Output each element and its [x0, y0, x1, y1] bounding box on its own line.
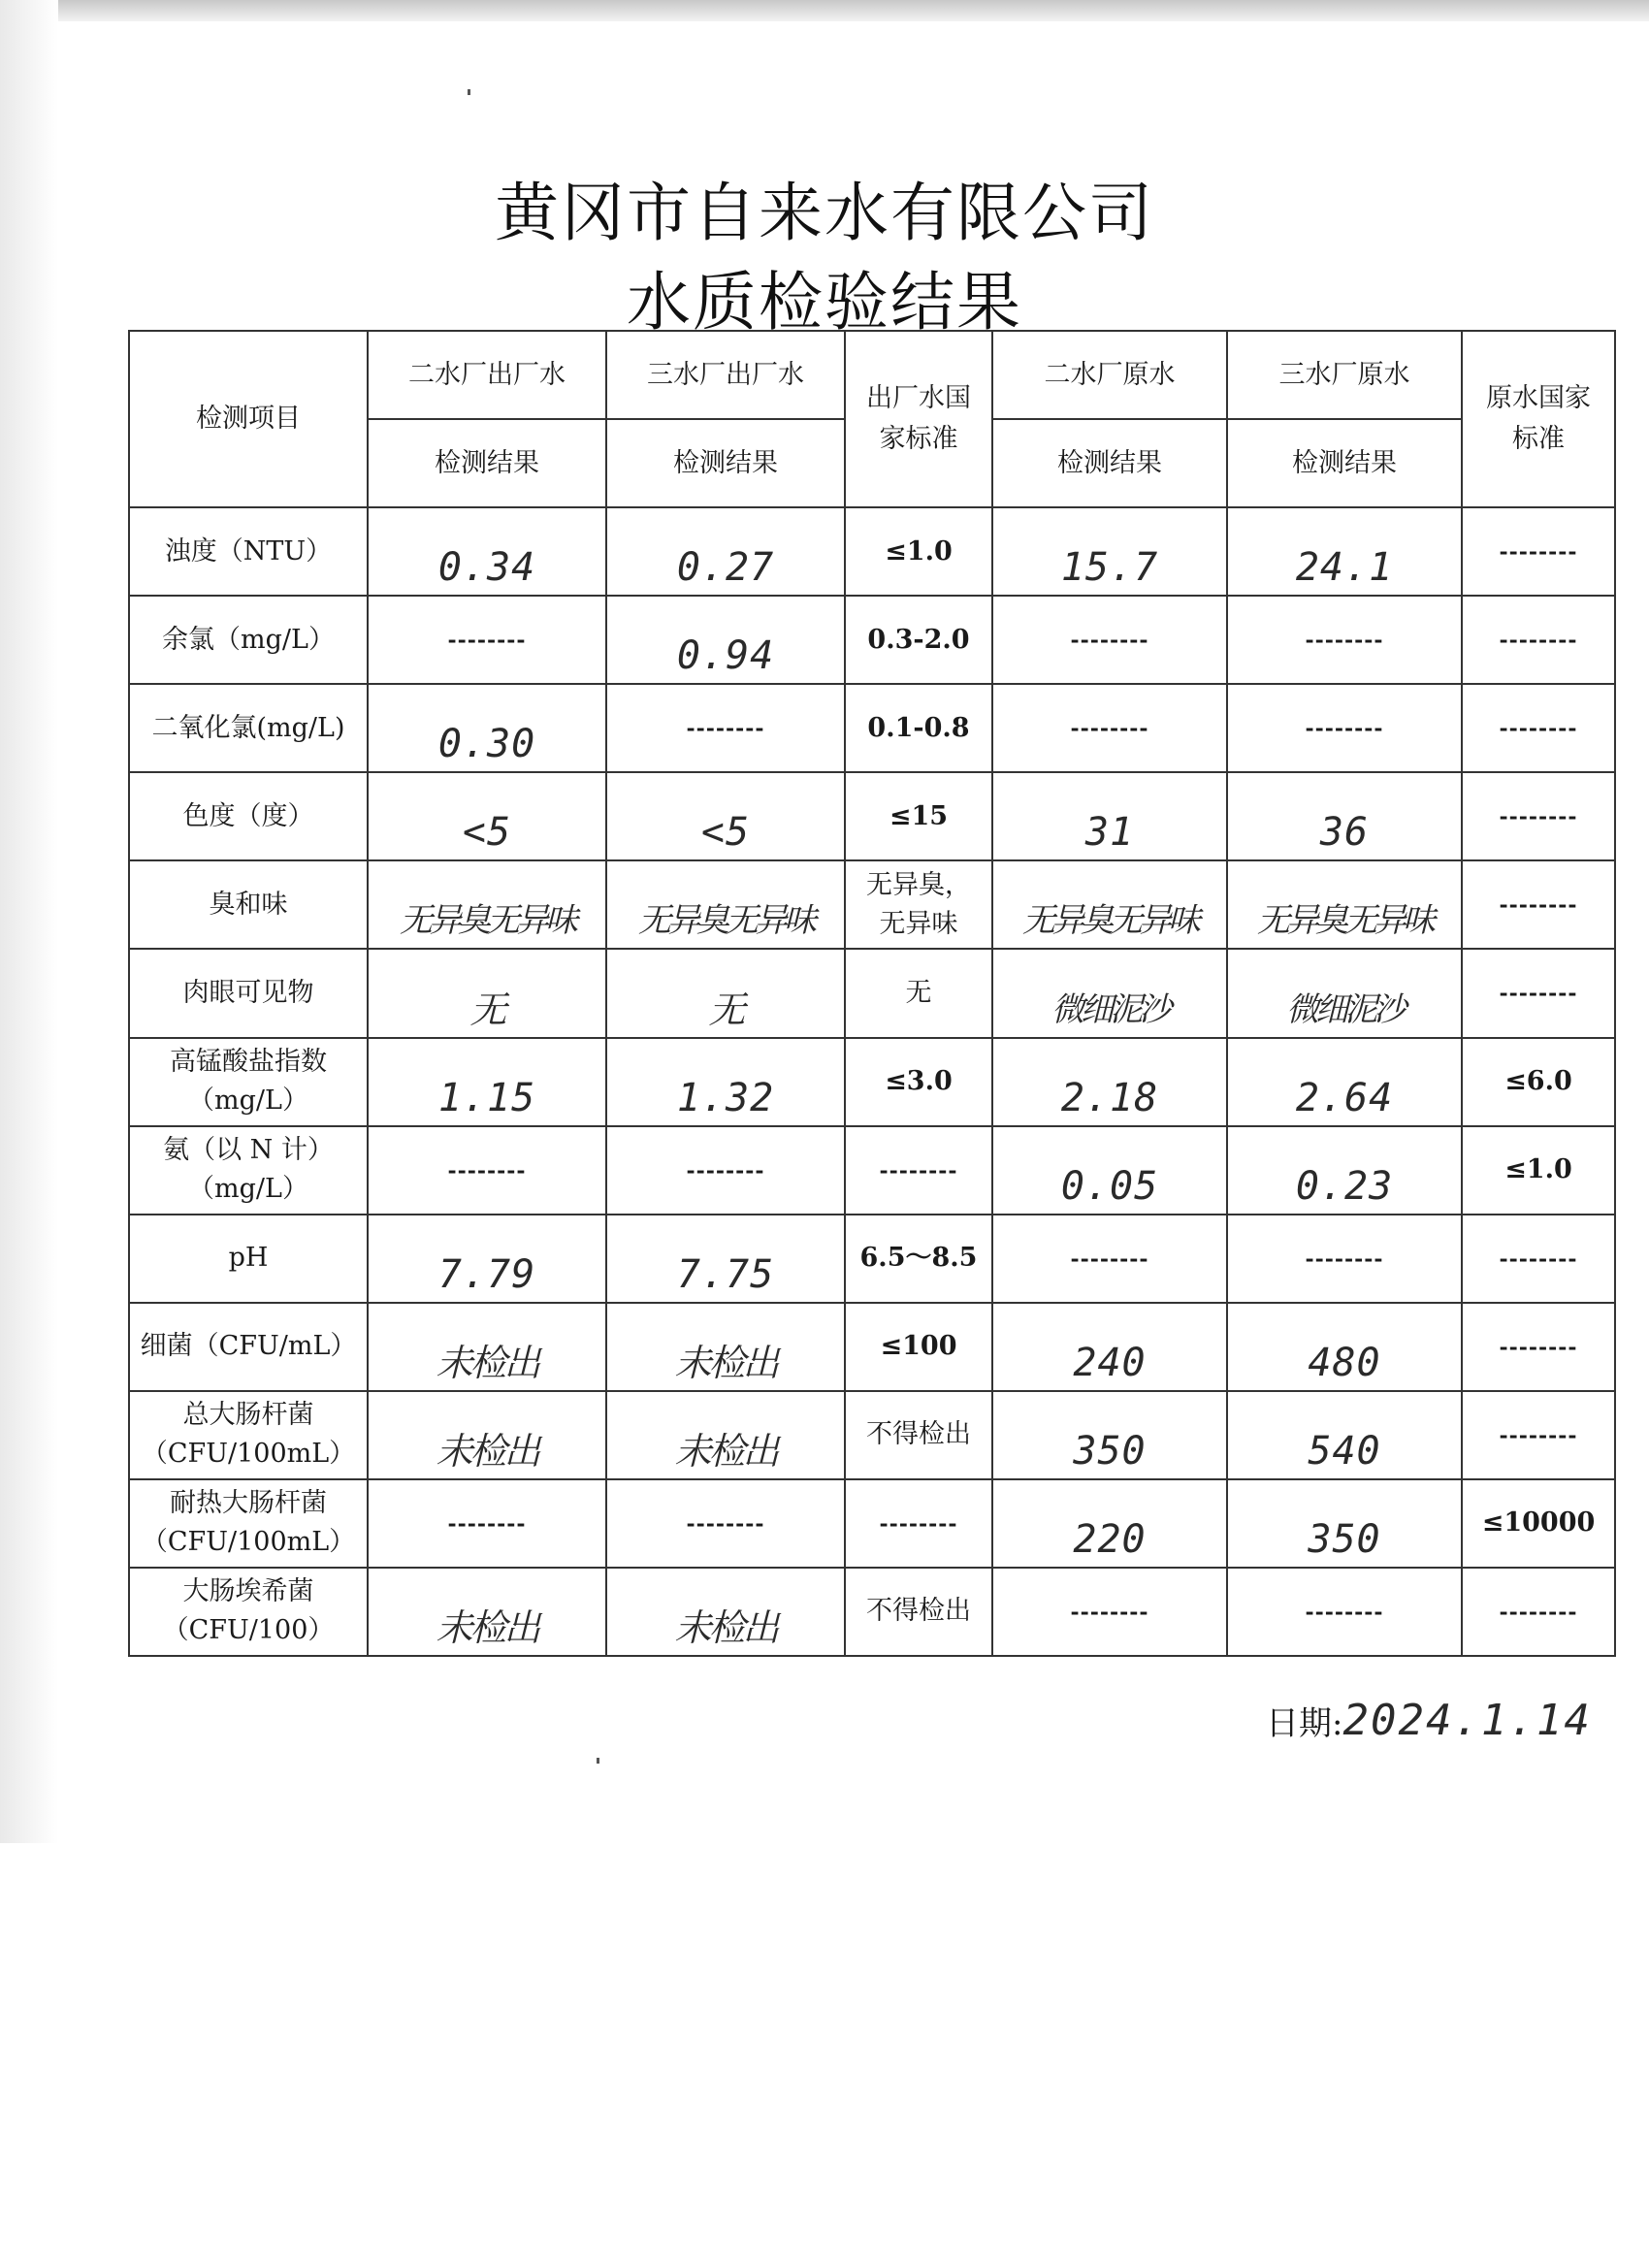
plant3-raw-cell [1227, 1038, 1462, 1126]
plant2-raw-cell [992, 1126, 1227, 1215]
out-standard-value: ≤1.0 [885, 535, 953, 567]
plant3-out-value: 7.75 [676, 1251, 775, 1297]
raw-standard-value: -------- [1499, 539, 1578, 566]
plant2-raw-cell [992, 772, 1227, 860]
plant2-raw-cell [992, 1038, 1227, 1126]
plant2-out-cell [368, 596, 606, 684]
plant3-out-cell [606, 507, 845, 596]
plant2-raw-value: 220 [1073, 1516, 1147, 1562]
out-standard-value: 无异味 [879, 908, 958, 939]
plant3-raw-value: 微细泥沙 [1286, 989, 1403, 1029]
plant2-raw-value: -------- [1070, 628, 1149, 654]
item-cell [129, 684, 368, 772]
table-row [129, 1038, 1615, 1126]
plant3-raw-cell [1227, 596, 1462, 684]
item-cell [129, 772, 368, 860]
plant3-raw-cell [1227, 684, 1462, 772]
out-standard-cell [845, 1391, 992, 1479]
out-standard-value: ≤3.0 [885, 1066, 953, 1097]
item-name: 耐热大肠杆菌 [170, 1488, 327, 1519]
out-standard-value: 无 [905, 977, 932, 1008]
raw-standard-value: -------- [1499, 628, 1578, 654]
out-standard-value: 不得检出 [866, 1419, 971, 1450]
scan-speck [597, 1758, 599, 1764]
item-name: （CFU/100mL） [141, 1439, 356, 1470]
out-standard-cell [845, 1126, 992, 1215]
plant3-raw-cell [1227, 1479, 1462, 1568]
plant2-raw-value: -------- [1070, 1599, 1149, 1625]
plant2-out-cell [368, 1038, 606, 1126]
raw-standard-value: -------- [1499, 892, 1578, 919]
raw-standard-value: -------- [1499, 1599, 1578, 1625]
plant2-raw-value: 0.05 [1060, 1163, 1159, 1209]
raw-standard-cell [1462, 596, 1615, 684]
plant2-raw-value: 微细泥沙 [1051, 989, 1168, 1029]
header-out-standard-text: 出厂水国家标准 [866, 383, 971, 455]
item-name: 二氧化氯(mg/L) [151, 712, 345, 743]
plant2-out-value: 未检出 [436, 1606, 538, 1649]
scan-edge-shadow [0, 0, 1649, 21]
item-name: 余氯（mg/L） [162, 624, 335, 655]
raw-standard-cell [1462, 684, 1615, 772]
plant3-out-cell [606, 1303, 845, 1391]
plant2-out-value: 无 [469, 988, 504, 1031]
out-standard-cell [845, 860, 992, 949]
table-row [129, 1568, 1615, 1656]
item-cell [129, 1215, 368, 1303]
plant3-out-value: 无异臭无异味 [638, 901, 813, 941]
out-standard-value: -------- [879, 1157, 958, 1183]
out-standard-value: 0.1-0.8 [867, 712, 970, 743]
plant2-out-cell [368, 1126, 606, 1215]
raw-standard-cell [1462, 949, 1615, 1037]
out-standard-cell [845, 1215, 992, 1303]
table-row [129, 684, 1615, 772]
plant3-raw-cell [1227, 949, 1462, 1037]
plant3-raw-cell [1227, 1126, 1462, 1215]
item-name: （mg/L） [188, 1174, 308, 1205]
plant2-raw-cell [992, 507, 1227, 596]
company-title: 黄冈市自来水有限公司 [495, 176, 1154, 250]
item-name: 臭和味 [209, 889, 288, 920]
item-name: 肉眼可见物 [182, 977, 314, 1008]
plant2-out-cell [368, 1303, 606, 1391]
out-standard-value: ≤15 [889, 800, 949, 831]
out-standard-value: -------- [879, 1510, 958, 1537]
date-row [1266, 1696, 1592, 1745]
plant3-raw-value: 24.1 [1295, 545, 1394, 591]
header-result-p2-raw: 检测结果 [992, 419, 1227, 507]
plant2-raw-cell [992, 1391, 1227, 1479]
out-standard-value: 不得检出 [866, 1596, 971, 1627]
plant2-out-cell [368, 1568, 606, 1656]
header-plant3-raw: 三水厂原水 [1227, 331, 1462, 419]
item-name: pH [228, 1243, 269, 1274]
raw-standard-cell [1462, 1479, 1615, 1568]
plant3-out-cell [606, 1215, 845, 1303]
header-raw-standard [1462, 331, 1615, 507]
plant3-out-cell [606, 949, 845, 1037]
item-cell [129, 1479, 368, 1568]
out-standard-cell [845, 772, 992, 860]
item-cell [129, 1126, 368, 1215]
header-plant3-out: 三水厂出厂水 [606, 331, 845, 419]
plant3-out-value: -------- [686, 1510, 765, 1537]
plant3-out-cell [606, 1479, 845, 1568]
raw-standard-cell [1462, 507, 1615, 596]
plant3-raw-cell [1227, 772, 1462, 860]
plant3-out-value: -------- [686, 716, 765, 742]
plant2-out-cell [368, 684, 606, 772]
plant2-out-value: 未检出 [436, 1341, 538, 1384]
plant2-out-cell [368, 1215, 606, 1303]
plant3-raw-value: 0.23 [1295, 1163, 1394, 1209]
plant2-out-value: 无异臭无异味 [400, 901, 574, 941]
header-result-p3-out: 检测结果 [606, 419, 845, 507]
out-standard-value: 0.3-2.0 [867, 624, 970, 655]
plant2-out-value: <5 [462, 810, 512, 856]
item-cell [129, 1303, 368, 1391]
item-cell [129, 1038, 368, 1126]
plant2-raw-value: -------- [1070, 1246, 1149, 1272]
plant2-raw-cell [992, 1215, 1227, 1303]
item-cell [129, 949, 368, 1037]
plant3-raw-cell [1227, 1391, 1462, 1479]
plant2-out-value: -------- [447, 628, 527, 654]
plant2-out-value: 7.79 [437, 1251, 536, 1297]
item-name: 大肠埃希菌 [182, 1576, 314, 1607]
out-standard-value: 无异臭， [866, 869, 971, 900]
out-standard-cell [845, 1479, 992, 1568]
plant3-out-cell [606, 1568, 845, 1656]
plant2-raw-cell [992, 684, 1227, 772]
item-cell [129, 596, 368, 684]
plant2-out-value: 1.15 [437, 1075, 536, 1120]
item-cell [129, 1568, 368, 1656]
plant3-raw-value: -------- [1305, 628, 1384, 654]
item-name: （CFU/100mL） [141, 1527, 356, 1558]
plant2-out-cell [368, 1391, 606, 1479]
raw-standard-cell [1462, 1568, 1615, 1656]
plant2-out-cell [368, 1479, 606, 1568]
plant2-out-cell [368, 507, 606, 596]
plant3-out-cell [606, 772, 845, 860]
table-body [129, 507, 1615, 1656]
item-name: 总大肠杆菌 [182, 1400, 314, 1431]
raw-standard-cell [1462, 1303, 1615, 1391]
plant2-raw-value: 2.18 [1060, 1075, 1159, 1120]
item-name: 氨（以 N 计） [163, 1135, 334, 1166]
raw-standard-value: ≤10000 [1481, 1507, 1596, 1539]
item-cell [129, 860, 368, 949]
raw-standard-cell [1462, 1126, 1615, 1215]
plant2-out-cell [368, 772, 606, 860]
out-standard-cell [845, 596, 992, 684]
plant3-out-cell [606, 596, 845, 684]
raw-standard-value: -------- [1499, 1334, 1578, 1360]
plant3-raw-value: 36 [1319, 810, 1370, 856]
raw-standard-value: ≤6.0 [1504, 1066, 1572, 1097]
plant2-raw-cell [992, 949, 1227, 1037]
water-quality-table [128, 330, 1616, 1657]
plant3-out-value: 0.94 [676, 633, 775, 679]
plant2-raw-cell [992, 1479, 1227, 1568]
plant3-out-value: 无 [708, 988, 743, 1031]
table-row [129, 1479, 1615, 1568]
plant3-raw-value: 480 [1308, 1340, 1381, 1385]
item-name: （CFU/100） [162, 1615, 335, 1646]
out-standard-cell [845, 507, 992, 596]
date-label: 日期: [1266, 1704, 1343, 1743]
plant2-raw-value: 240 [1073, 1340, 1147, 1385]
item-cell [129, 507, 368, 596]
plant3-out-value: 0.27 [676, 545, 775, 591]
plant2-out-cell [368, 949, 606, 1037]
raw-standard-value: -------- [1499, 804, 1578, 830]
raw-standard-cell [1462, 860, 1615, 949]
plant2-out-value: 0.34 [437, 545, 536, 591]
plant3-raw-value: -------- [1305, 716, 1384, 742]
plant3-out-value: 1.32 [676, 1075, 775, 1120]
plant3-raw-cell [1227, 1303, 1462, 1391]
table-row [129, 1303, 1615, 1391]
out-standard-cell [845, 1038, 992, 1126]
plant3-out-cell [606, 1391, 845, 1479]
item-name: 浊度（NTU） [164, 535, 333, 567]
plant3-raw-value: -------- [1305, 1599, 1384, 1625]
plant2-raw-value: 无异臭无异味 [1022, 901, 1197, 941]
table-row [129, 507, 1615, 596]
plant3-raw-cell [1227, 860, 1462, 949]
out-standard-value: ≤100 [880, 1331, 957, 1362]
raw-standard-cell [1462, 1215, 1615, 1303]
plant3-raw-cell [1227, 1215, 1462, 1303]
plant3-out-cell [606, 1126, 845, 1215]
out-standard-cell [845, 1303, 992, 1391]
raw-standard-cell [1462, 1038, 1615, 1126]
plant3-raw-value: -------- [1305, 1246, 1384, 1272]
plant3-raw-value: 350 [1308, 1516, 1381, 1562]
header-item: 检测项目 [129, 331, 368, 507]
item-cell [129, 1391, 368, 1479]
plant2-out-value: -------- [447, 1510, 527, 1537]
plant2-raw-cell [992, 860, 1227, 949]
table-row [129, 1126, 1615, 1215]
table-row [129, 596, 1615, 684]
out-standard-cell [845, 684, 992, 772]
plant2-raw-value: -------- [1070, 716, 1149, 742]
plant3-out-value: -------- [686, 1157, 765, 1183]
header-result-p2-out: 检测结果 [368, 419, 606, 507]
plant2-out-cell [368, 860, 606, 949]
plant3-raw-cell [1227, 507, 1462, 596]
plant2-raw-cell [992, 596, 1227, 684]
plant3-out-value: 未检出 [674, 1606, 777, 1649]
table-row [129, 1215, 1615, 1303]
plant2-raw-value: 350 [1073, 1428, 1147, 1474]
plant2-raw-value: 15.7 [1060, 545, 1159, 591]
item-name: 高锰酸盐指数 [170, 1047, 327, 1078]
plant3-raw-value: 2.64 [1295, 1075, 1394, 1120]
raw-standard-cell [1462, 772, 1615, 860]
table-row [129, 860, 1615, 949]
header-plant2-raw: 二水厂原水 [992, 331, 1227, 419]
raw-standard-value: -------- [1499, 981, 1578, 1007]
plant2-out-value: 未检出 [436, 1429, 538, 1473]
out-standard-cell [845, 1568, 992, 1656]
plant3-raw-value: 无异臭无异味 [1257, 901, 1432, 941]
raw-standard-value: -------- [1499, 1246, 1578, 1272]
plant2-out-value: -------- [447, 1157, 527, 1183]
table-row [129, 949, 1615, 1037]
plant3-out-value: <5 [700, 810, 751, 856]
plant3-out-cell [606, 860, 845, 949]
plant3-out-value: 未检出 [674, 1429, 777, 1473]
raw-standard-value: -------- [1499, 716, 1578, 742]
item-name: 色度（度） [182, 800, 314, 831]
header-result-p3-raw: 检测结果 [1227, 419, 1462, 507]
plant2-raw-cell [992, 1568, 1227, 1656]
plant2-raw-cell [992, 1303, 1227, 1391]
item-name: （mg/L） [188, 1085, 308, 1117]
plant3-raw-cell [1227, 1568, 1462, 1656]
plant3-raw-value: 540 [1308, 1428, 1381, 1474]
out-standard-value: 6.5～8.5 [859, 1243, 978, 1274]
date-value: 2024.1.14 [1342, 1696, 1592, 1745]
raw-standard-value: -------- [1499, 1422, 1578, 1448]
out-standard-cell [845, 949, 992, 1037]
item-name: 细菌（CFU/mL） [140, 1331, 357, 1362]
plant3-out-cell [606, 1038, 845, 1126]
table-row [129, 1391, 1615, 1479]
header-out-standard [845, 331, 992, 507]
header-raw-standard-text: 原水国家标准 [1486, 383, 1591, 455]
report-title: 水质检验结果 [627, 265, 1022, 340]
scan-speck [468, 89, 470, 95]
table-row [129, 772, 1615, 860]
header-plant2-out: 二水厂出厂水 [368, 331, 606, 419]
plant3-out-value: 未检出 [674, 1341, 777, 1384]
plant2-raw-value: 31 [1084, 810, 1135, 856]
raw-standard-value: ≤1.0 [1504, 1154, 1572, 1185]
raw-standard-cell [1462, 1391, 1615, 1479]
plant3-out-cell [606, 684, 845, 772]
plant2-out-value: 0.30 [437, 722, 536, 767]
